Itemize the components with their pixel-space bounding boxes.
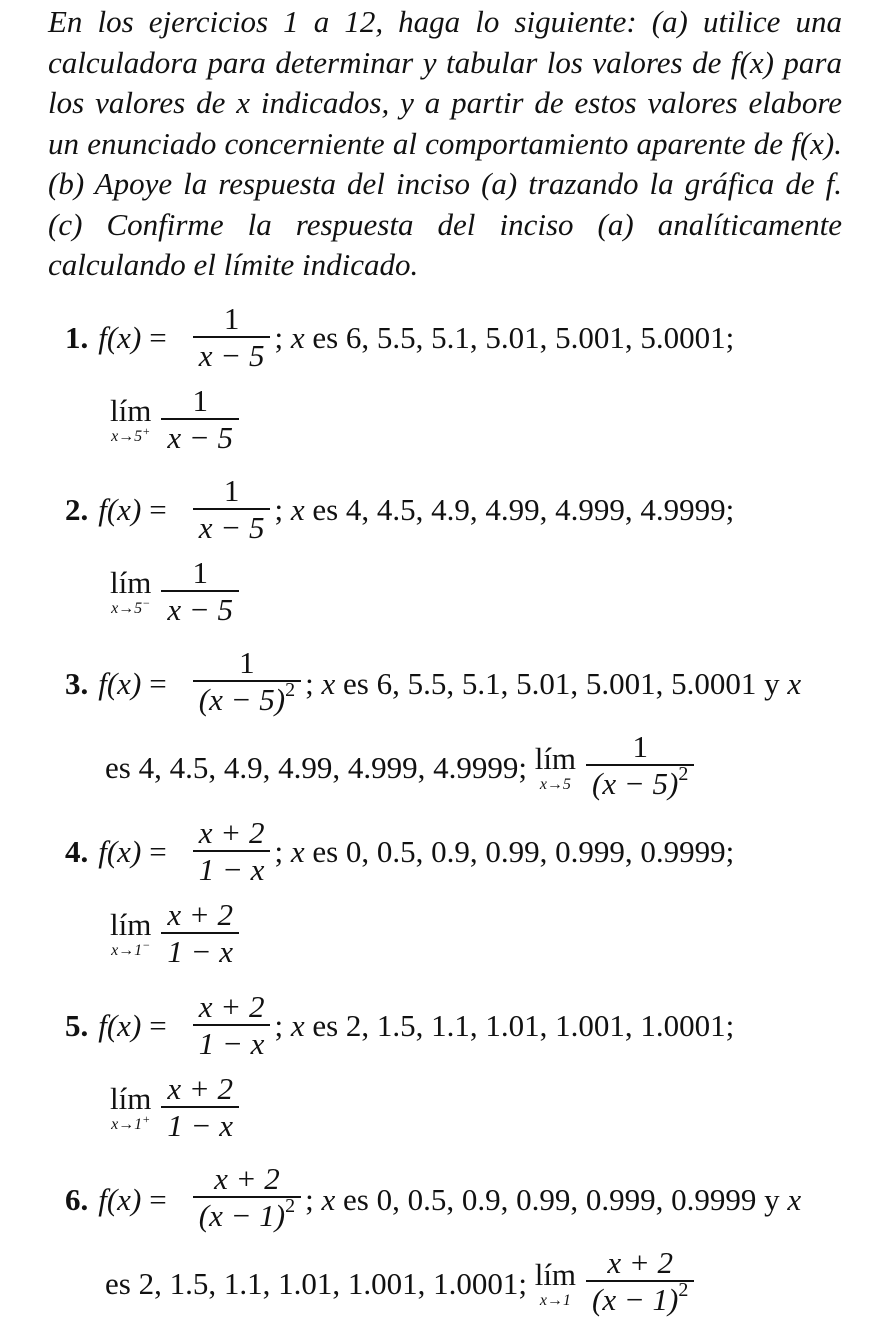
equals-sign: = — [149, 666, 167, 701]
exercise-number: 5. — [65, 1008, 89, 1043]
exercise-1-limit — [110, 384, 243, 456]
fraction: $\frac{1}{x - 5}$ — [193, 474, 271, 546]
limit-operator: lím x→1 — [534, 1257, 577, 1309]
x-values: 0, 0.5, 0.9, 0.99, 0.999, 0.9999; — [345, 834, 735, 869]
exercise-number: 3. — [65, 666, 89, 701]
exercise-6-continued: es 2, 1.5, 1.1, 1.01, 1.001, 1.0001; lím x→1 $\frac{x + 2}{(x - 1)^2}$ — [105, 1246, 698, 1322]
x-values: 6, 5.5, 5.1, 5.01, 5.001, 5.0001; — [345, 320, 735, 355]
limit-operator: lím x→5− — [110, 565, 152, 617]
fraction: $\frac{1}{x - 5}$ — [193, 302, 271, 374]
limit-operator: lím x→5+ — [110, 393, 152, 445]
function-name: f(x) — [98, 666, 142, 701]
exercise-5: 5. f(x) = $\frac{x + 2}{1 - x}$ ; x es 2, 1.5, 1.1, 1.01, 1.001, 1.0001; — [65, 989, 735, 1061]
fraction: $\frac{x + 2}{(x - 1)^2}$ — [193, 1162, 301, 1238]
x-values: 6, 5.5, 5.1, 5.01, 5.001, 5.0001 — [376, 666, 757, 701]
limit-operator: lím x→1− — [110, 907, 152, 959]
exercise-4: 4. f(x) = $\frac{x + 2}{1 - x}$ ; x es 0, 0.5, 0.9, 0.99, 0.999, 0.9999; — [65, 815, 735, 887]
exercise-3-continued: es 4, 4.5, 4.9, 4.99, 4.999, 4.9999; lím x→5 $\frac{1}{(x - 5)^2}$ — [105, 730, 698, 806]
equals-sign: = — [149, 320, 167, 355]
fraction: $\frac{1}{(x - 5)^2}$ — [586, 730, 694, 806]
equals-sign: = — [149, 492, 167, 527]
fraction: $\frac{x + 2}{1 - x}$ — [193, 816, 271, 888]
fraction: $\frac{x + 2}{1 - x}$ — [161, 898, 239, 970]
function-name: f(x) — [98, 1182, 142, 1217]
exercise-2-limit — [110, 556, 243, 628]
x-values: 4, 4.5, 4.9, 4.99, 4.999, 4.9999; — [138, 750, 527, 785]
function-name: f(x) — [98, 492, 142, 527]
exercise-3: 3. f(x) = $\frac{1}{(x - 5)^2}$ ; x es 6, 5.5, 5.1, 5.01, 5.001, 5.0001 y x — [65, 646, 801, 722]
x-values: 2, 1.5, 1.1, 1.01, 1.001, 1.0001; — [345, 1008, 735, 1043]
function-name: f(x) — [98, 320, 142, 355]
equals-sign: = — [149, 1008, 167, 1043]
fraction: $\frac{1}{x - 5}$ — [161, 556, 239, 628]
exercise-number: 1. — [65, 320, 89, 355]
fraction: $\frac{1}{(x - 5)^2}$ — [193, 646, 301, 722]
fraction: $\frac{x + 2}{1 - x}$ — [193, 990, 271, 1062]
exercise-number: 4. — [65, 834, 89, 869]
instructions-paragraph: En los ejercicios 1 a 12, haga lo siguiente: (a) utilice una calculadora para determinar y tabular los valores de f(x) para los valores de x indicados, y a partir de estos valores elabore un enunciado concerniente al comportamiento aparente de f(x). (b) Apoye la respuesta del inciso (a) trazando la gráfica de f. (c) Confirme la respuesta del inciso (a) analíticamente calculando el límite indicado. — [48, 4, 842, 282]
equals-sign: = — [149, 834, 167, 869]
limit-operator: lím x→5 — [534, 741, 577, 793]
exercise-6: 6. f(x) = $\frac{x + 2}{(x - 1)^2}$ ; x es 0, 0.5, 0.9, 0.99, 0.999, 0.9999 y x — [65, 1162, 801, 1238]
x-values: 2, 1.5, 1.1, 1.01, 1.001, 1.0001; — [138, 1266, 527, 1301]
fraction: $\frac{1}{x - 5}$ — [161, 384, 239, 456]
function-name: f(x) — [98, 1008, 142, 1043]
limit-operator: lím x→1+ — [110, 1081, 152, 1133]
equals-sign: = — [149, 1182, 167, 1217]
exercise-1: 1. f(x) = $\frac{1}{x - 5}$ ; x es 6, 5.5, 5.1, 5.01, 5.001, 5.0001; — [65, 301, 735, 373]
exercise-2: 2. f(x) = $\frac{1}{x - 5}$ ; x es 4, 4.5, 4.9, 4.99, 4.999, 4.9999; — [65, 473, 735, 545]
exercise-4-limit — [110, 898, 243, 970]
function-name: f(x) — [98, 834, 142, 869]
exercise-number: 6. — [65, 1182, 89, 1217]
fraction: $\frac{x + 2}{1 - x}$ — [161, 1072, 239, 1144]
fraction: $\frac{x + 2}{(x - 1)^2}$ — [586, 1246, 694, 1322]
exercise-number: 2. — [65, 492, 89, 527]
x-values: 4, 4.5, 4.9, 4.99, 4.999, 4.9999; — [345, 492, 735, 527]
exercise-5-limit — [110, 1072, 243, 1144]
x-values: 0, 0.5, 0.9, 0.99, 0.999, 0.9999 — [376, 1182, 757, 1217]
